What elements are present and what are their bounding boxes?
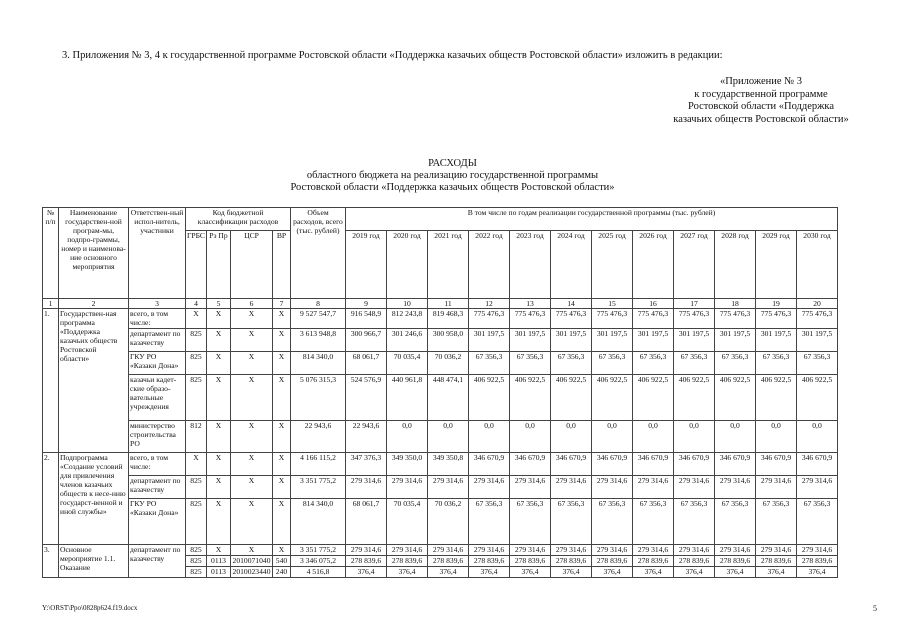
year-value: 0,0 bbox=[592, 421, 633, 453]
year-value: 279 314,6 bbox=[387, 545, 428, 556]
total-volume: 3 351 775,2 bbox=[291, 476, 346, 499]
year-value: 67 356,3 bbox=[715, 352, 756, 375]
year-value: 279 314,6 bbox=[346, 545, 387, 556]
code-grbs: 825 bbox=[186, 499, 207, 545]
year-value: 819 468,3 bbox=[428, 309, 469, 329]
code-csr: Х bbox=[231, 476, 273, 499]
appendix-header bbox=[661, 76, 861, 126]
year-value: 301 246,6 bbox=[387, 329, 428, 352]
year-value: 0,0 bbox=[387, 421, 428, 453]
header-year: 2026 год bbox=[633, 231, 674, 299]
code-rzpr: Х bbox=[207, 476, 231, 499]
header-responsible: Ответствен-ный испол-нитель, участники bbox=[129, 208, 186, 299]
table-row bbox=[43, 545, 838, 556]
header-year: 2027 год bbox=[674, 231, 715, 299]
year-value: 279 314,6 bbox=[592, 476, 633, 499]
year-value: 376,4 bbox=[387, 567, 428, 578]
year-value: 301 197,5 bbox=[510, 329, 551, 352]
title-line: РАСХОДЫ bbox=[428, 158, 477, 169]
year-value: 70 036,2 bbox=[428, 352, 469, 375]
column-number: 12 bbox=[469, 299, 510, 309]
year-value: 279 314,6 bbox=[797, 545, 838, 556]
code-vr: 240 bbox=[273, 567, 291, 578]
year-value: 67 356,3 bbox=[715, 499, 756, 545]
code-csr: Х bbox=[231, 375, 273, 421]
year-value: 279 314,6 bbox=[428, 476, 469, 499]
header-name: Наименование государствен-ной програм-мы, подпро-граммы, номер и наименова-ние основного мероприятия bbox=[59, 208, 129, 299]
row-responsible: департамент по казачеству bbox=[129, 476, 186, 499]
year-value: 278 839,6 bbox=[551, 556, 592, 567]
year-value: 70 035,4 bbox=[387, 352, 428, 375]
year-value: 278 839,6 bbox=[633, 556, 674, 567]
year-value: 346 670,9 bbox=[510, 453, 551, 476]
appendix-line: «Приложение № 3 bbox=[719, 76, 803, 87]
table-row bbox=[43, 453, 838, 476]
column-number: 19 bbox=[756, 299, 797, 309]
column-number: 4 bbox=[186, 299, 207, 309]
row-responsible: ГКУ РО «Казаки Дона» bbox=[129, 352, 186, 375]
year-value: 775 476,3 bbox=[674, 309, 715, 329]
code-rzpr: Х bbox=[207, 545, 231, 556]
year-value: 67 356,3 bbox=[674, 352, 715, 375]
code-rzpr: Х bbox=[207, 375, 231, 421]
year-value: 301 197,5 bbox=[674, 329, 715, 352]
table-row bbox=[43, 309, 838, 329]
year-value: 278 839,6 bbox=[510, 556, 551, 567]
code-rzpr: Х bbox=[207, 453, 231, 476]
total-volume: 4 166 115,2 bbox=[291, 453, 346, 476]
year-value: 279 314,6 bbox=[551, 545, 592, 556]
year-value: 301 197,5 bbox=[592, 329, 633, 352]
year-value: 279 314,6 bbox=[715, 476, 756, 499]
header-volume: Объем расходов, всего (тыс. рублей) bbox=[291, 208, 346, 299]
total-volume: 3 346 075,2 bbox=[291, 556, 346, 567]
year-value: 67 356,3 bbox=[797, 352, 838, 375]
year-value: 279 314,6 bbox=[428, 545, 469, 556]
year-value: 406 922,5 bbox=[674, 375, 715, 421]
year-value: 279 314,6 bbox=[674, 476, 715, 499]
code-grbs: 812 bbox=[186, 421, 207, 453]
column-number: 7 bbox=[273, 299, 291, 309]
year-value: 376,4 bbox=[674, 567, 715, 578]
title-line: областного бюджета на реализацию государственной программы bbox=[306, 170, 599, 181]
year-value: 376,4 bbox=[510, 567, 551, 578]
year-value: 0,0 bbox=[633, 421, 674, 453]
year-value: 775 476,3 bbox=[756, 309, 797, 329]
year-value: 279 314,6 bbox=[469, 476, 510, 499]
table-body bbox=[43, 309, 838, 578]
code-grbs: 825 bbox=[186, 545, 207, 556]
appendix-line: к государственной программе bbox=[694, 88, 828, 100]
year-value: 406 922,5 bbox=[633, 375, 674, 421]
header-year: 2028 год bbox=[715, 231, 756, 299]
code-csr: Х bbox=[231, 545, 273, 556]
year-value: 279 314,6 bbox=[715, 545, 756, 556]
year-value: 376,4 bbox=[592, 567, 633, 578]
total-volume: 4 516,8 bbox=[291, 567, 346, 578]
column-number: 14 bbox=[551, 299, 592, 309]
code-csr: Х bbox=[231, 309, 273, 329]
code-rzpr: 0113 bbox=[207, 556, 231, 567]
year-value: 376,4 bbox=[346, 567, 387, 578]
code-vr: Х bbox=[273, 421, 291, 453]
year-value: 278 839,6 bbox=[592, 556, 633, 567]
code-rzpr: Х bbox=[207, 352, 231, 375]
row-responsible: департамент по казачеству bbox=[129, 329, 186, 352]
year-value: 279 314,6 bbox=[592, 545, 633, 556]
column-number: 2 bbox=[59, 299, 129, 309]
row-name: Подпрограмма «Создание условий для привлечения членов казачьих обществ к несе-нию государст-венной и иной службы» bbox=[59, 453, 129, 545]
table-row bbox=[43, 329, 838, 352]
header-year: 2024 год bbox=[551, 231, 592, 299]
document-title bbox=[0, 158, 905, 194]
row-number: 1. bbox=[43, 309, 59, 453]
year-value: 67 356,3 bbox=[469, 499, 510, 545]
year-value: 279 314,6 bbox=[510, 545, 551, 556]
column-number: 5 bbox=[207, 299, 231, 309]
year-value: 278 839,6 bbox=[797, 556, 838, 567]
code-rzpr: Х bbox=[207, 421, 231, 453]
row-responsible: всего, в том числе: bbox=[129, 453, 186, 476]
year-value: 406 922,5 bbox=[756, 375, 797, 421]
row-responsible: ГКУ РО «Казаки Дона» bbox=[129, 499, 186, 545]
code-grbs: Х bbox=[186, 453, 207, 476]
year-value: 67 356,3 bbox=[797, 499, 838, 545]
year-value: 440 961,8 bbox=[387, 375, 428, 421]
code-vr: Х bbox=[273, 476, 291, 499]
year-value: 278 839,6 bbox=[428, 556, 469, 567]
page-number: 5 bbox=[873, 604, 877, 613]
code-rzpr: Х bbox=[207, 329, 231, 352]
year-value: 0,0 bbox=[551, 421, 592, 453]
table-row bbox=[43, 499, 838, 545]
year-value: 67 356,3 bbox=[756, 352, 797, 375]
year-value: 775 476,3 bbox=[715, 309, 756, 329]
year-value: 775 476,3 bbox=[551, 309, 592, 329]
year-value: 406 922,5 bbox=[469, 375, 510, 421]
year-value: 279 314,6 bbox=[797, 476, 838, 499]
year-value: 67 356,3 bbox=[756, 499, 797, 545]
year-value: 347 376,3 bbox=[346, 453, 387, 476]
code-csr: Х bbox=[231, 453, 273, 476]
year-value: 346 670,9 bbox=[797, 453, 838, 476]
column-numbers-row bbox=[43, 299, 838, 309]
year-value: 301 197,5 bbox=[756, 329, 797, 352]
code-rzpr: Х bbox=[207, 309, 231, 329]
code-csr: Х bbox=[231, 421, 273, 453]
year-value: 346 670,9 bbox=[674, 453, 715, 476]
table-row bbox=[43, 421, 838, 453]
year-value: 278 839,6 bbox=[469, 556, 510, 567]
year-value: 775 476,3 bbox=[510, 309, 551, 329]
total-volume: 3 351 775,2 bbox=[291, 545, 346, 556]
year-value: 67 356,3 bbox=[510, 352, 551, 375]
year-value: 346 670,9 bbox=[715, 453, 756, 476]
year-value: 0,0 bbox=[674, 421, 715, 453]
year-value: 67 356,3 bbox=[592, 352, 633, 375]
column-number: 3 bbox=[129, 299, 186, 309]
row-responsible: департамент по казачеству bbox=[129, 545, 186, 578]
year-value: 0,0 bbox=[428, 421, 469, 453]
column-number: 11 bbox=[428, 299, 469, 309]
year-value: 349 350,8 bbox=[428, 453, 469, 476]
row-responsible: казачьи кадет-ские образо-вательные учреждения bbox=[129, 375, 186, 421]
header-code-group: Код бюджетной классификации расходов bbox=[186, 208, 291, 231]
header-year: 2029 год bbox=[756, 231, 797, 299]
year-value: 0,0 bbox=[469, 421, 510, 453]
total-volume: 814 340,0 bbox=[291, 352, 346, 375]
year-value: 376,4 bbox=[756, 567, 797, 578]
year-value: 376,4 bbox=[633, 567, 674, 578]
row-responsible: министерство строительства РО bbox=[129, 421, 186, 453]
code-grbs: 825 bbox=[186, 476, 207, 499]
year-value: 279 314,6 bbox=[633, 476, 674, 499]
code-vr: 540 bbox=[273, 556, 291, 567]
year-value: 67 356,3 bbox=[551, 352, 592, 375]
code-vr: Х bbox=[273, 309, 291, 329]
year-value: 376,4 bbox=[469, 567, 510, 578]
code-csr: Х bbox=[231, 499, 273, 545]
code-vr: Х bbox=[273, 499, 291, 545]
header-year: 2025 год bbox=[592, 231, 633, 299]
year-value: 300 966,7 bbox=[346, 329, 387, 352]
total-volume: 22 943,6 bbox=[291, 421, 346, 453]
header-year: 2019 год bbox=[346, 231, 387, 299]
year-value: 376,4 bbox=[715, 567, 756, 578]
table-header bbox=[43, 208, 838, 309]
year-value: 279 314,6 bbox=[346, 476, 387, 499]
table-row bbox=[43, 375, 838, 421]
intro-text: 3. Приложения № 3, 4 к государственной программе Ростовской области «Поддержка казачьих обществ Ростовской области» изложить в редакции: bbox=[62, 50, 723, 61]
total-volume: 5 076 315,3 bbox=[291, 375, 346, 421]
column-number: 15 bbox=[592, 299, 633, 309]
column-number: 13 bbox=[510, 299, 551, 309]
year-value: 346 670,9 bbox=[592, 453, 633, 476]
header-year: 2023 год bbox=[510, 231, 551, 299]
column-number: 20 bbox=[797, 299, 838, 309]
year-value: 301 197,5 bbox=[715, 329, 756, 352]
year-value: 279 314,6 bbox=[756, 545, 797, 556]
year-value: 67 356,3 bbox=[551, 499, 592, 545]
row-responsible: всего, в том числе: bbox=[129, 309, 186, 329]
header-year: 2030 год bbox=[797, 231, 838, 299]
year-value: 812 243,8 bbox=[387, 309, 428, 329]
column-number: 16 bbox=[633, 299, 674, 309]
year-value: 67 356,3 bbox=[633, 352, 674, 375]
row-number: 2. bbox=[43, 453, 59, 545]
code-vr: Х bbox=[273, 329, 291, 352]
year-value: 775 476,3 bbox=[592, 309, 633, 329]
year-value: 279 314,6 bbox=[469, 545, 510, 556]
year-value: 346 670,9 bbox=[469, 453, 510, 476]
year-value: 775 476,3 bbox=[633, 309, 674, 329]
code-vr: Х bbox=[273, 352, 291, 375]
year-value: 346 670,9 bbox=[633, 453, 674, 476]
code-grbs: 825 bbox=[186, 556, 207, 567]
code-csr: 2010071040 bbox=[231, 556, 273, 567]
year-value: 279 314,6 bbox=[551, 476, 592, 499]
year-value: 278 839,6 bbox=[674, 556, 715, 567]
year-value: 301 197,5 bbox=[797, 329, 838, 352]
year-value: 67 356,3 bbox=[592, 499, 633, 545]
year-value: 278 839,6 bbox=[715, 556, 756, 567]
year-value: 406 922,5 bbox=[592, 375, 633, 421]
code-vr: Х bbox=[273, 453, 291, 476]
year-value: 406 922,5 bbox=[510, 375, 551, 421]
column-number: 1 bbox=[43, 299, 59, 309]
header-years-group: В том числе по годам реализации государственной программы (тыс. рублей) bbox=[346, 208, 838, 231]
year-value: 67 356,3 bbox=[469, 352, 510, 375]
code-grbs: 825 bbox=[186, 567, 207, 578]
year-value: 70 036,2 bbox=[428, 499, 469, 545]
total-volume: 3 613 948,8 bbox=[291, 329, 346, 352]
year-value: 0,0 bbox=[797, 421, 838, 453]
year-value: 0,0 bbox=[510, 421, 551, 453]
year-value: 406 922,5 bbox=[797, 375, 838, 421]
year-value: 406 922,5 bbox=[551, 375, 592, 421]
year-value: 278 839,6 bbox=[346, 556, 387, 567]
year-value: 0,0 bbox=[715, 421, 756, 453]
table-row bbox=[43, 476, 838, 499]
year-value: 376,4 bbox=[551, 567, 592, 578]
header-year: 2022 год bbox=[469, 231, 510, 299]
header-year: 2020 год bbox=[387, 231, 428, 299]
header-rzpr: Рз Пр bbox=[207, 231, 231, 299]
year-value: 775 476,3 bbox=[797, 309, 838, 329]
code-grbs: 825 bbox=[186, 352, 207, 375]
year-value: 278 839,6 bbox=[387, 556, 428, 567]
column-number: 18 bbox=[715, 299, 756, 309]
year-value: 279 314,6 bbox=[633, 545, 674, 556]
code-grbs: Х bbox=[186, 309, 207, 329]
year-value: 346 670,9 bbox=[756, 453, 797, 476]
year-value: 301 197,5 bbox=[551, 329, 592, 352]
year-value: 376,4 bbox=[428, 567, 469, 578]
row-name: Государствен-ная программа «Поддержка казачьих обществ Ростовской области» bbox=[59, 309, 129, 453]
header-grbs: ГРБС bbox=[186, 231, 207, 299]
code-vr: Х bbox=[273, 375, 291, 421]
year-value: 0,0 bbox=[756, 421, 797, 453]
header-num: № п/п bbox=[43, 208, 59, 299]
year-value: 22 943,6 bbox=[346, 421, 387, 453]
year-value: 349 350,0 bbox=[387, 453, 428, 476]
table-row bbox=[43, 352, 838, 375]
year-value: 346 670,9 bbox=[551, 453, 592, 476]
row-number: 3. bbox=[43, 545, 59, 578]
year-value: 916 548,9 bbox=[346, 309, 387, 329]
year-value: 301 197,5 bbox=[633, 329, 674, 352]
header-csr: ЦСР bbox=[231, 231, 273, 299]
year-value: 279 314,6 bbox=[510, 476, 551, 499]
year-value: 67 356,3 bbox=[510, 499, 551, 545]
column-number: 17 bbox=[674, 299, 715, 309]
year-value: 448 474,1 bbox=[428, 375, 469, 421]
code-csr: Х bbox=[231, 329, 273, 352]
year-value: 524 576,9 bbox=[346, 375, 387, 421]
column-number: 6 bbox=[231, 299, 273, 309]
year-value: 300 958,0 bbox=[428, 329, 469, 352]
year-value: 775 476,3 bbox=[469, 309, 510, 329]
code-grbs: 825 bbox=[186, 329, 207, 352]
year-value: 67 356,3 bbox=[674, 499, 715, 545]
code-csr: Х bbox=[231, 352, 273, 375]
expenses-table bbox=[42, 207, 838, 578]
header-year: 2021 год bbox=[428, 231, 469, 299]
year-value: 278 839,6 bbox=[756, 556, 797, 567]
year-value: 70 035,4 bbox=[387, 499, 428, 545]
column-number: 10 bbox=[387, 299, 428, 309]
header-vr: ВР bbox=[273, 231, 291, 299]
code-grbs: 825 bbox=[186, 375, 207, 421]
title-line: Ростовской области «Поддержка казачьих обществ Ростовской области» bbox=[290, 182, 615, 193]
appendix-line: Ростовской области «Поддержка bbox=[687, 101, 835, 112]
column-number: 9 bbox=[346, 299, 387, 309]
code-rzpr: Х bbox=[207, 499, 231, 545]
column-number: 8 bbox=[291, 299, 346, 309]
year-value: 68 061,7 bbox=[346, 499, 387, 545]
year-value: 279 314,6 bbox=[387, 476, 428, 499]
year-value: 301 197,5 bbox=[469, 329, 510, 352]
row-name: Основное мероприятие 1.1. Оказание bbox=[59, 545, 129, 578]
total-volume: 814 340,0 bbox=[291, 499, 346, 545]
year-value: 279 314,6 bbox=[674, 545, 715, 556]
code-rzpr: 0113 bbox=[207, 567, 231, 578]
year-value: 376,4 bbox=[797, 567, 838, 578]
year-value: 68 061,7 bbox=[346, 352, 387, 375]
year-value: 279 314,6 bbox=[756, 476, 797, 499]
file-path: Y:\ORST\Ppo\0828p624.f19.docx bbox=[42, 604, 138, 612]
total-volume: 9 527 547,7 bbox=[291, 309, 346, 329]
code-csr: 2010023440 bbox=[231, 567, 273, 578]
appendix-line: казачьих обществ Ростовской области» bbox=[673, 113, 849, 125]
year-value: 67 356,3 bbox=[633, 499, 674, 545]
year-value: 406 922,5 bbox=[715, 375, 756, 421]
code-vr: Х bbox=[273, 545, 291, 556]
